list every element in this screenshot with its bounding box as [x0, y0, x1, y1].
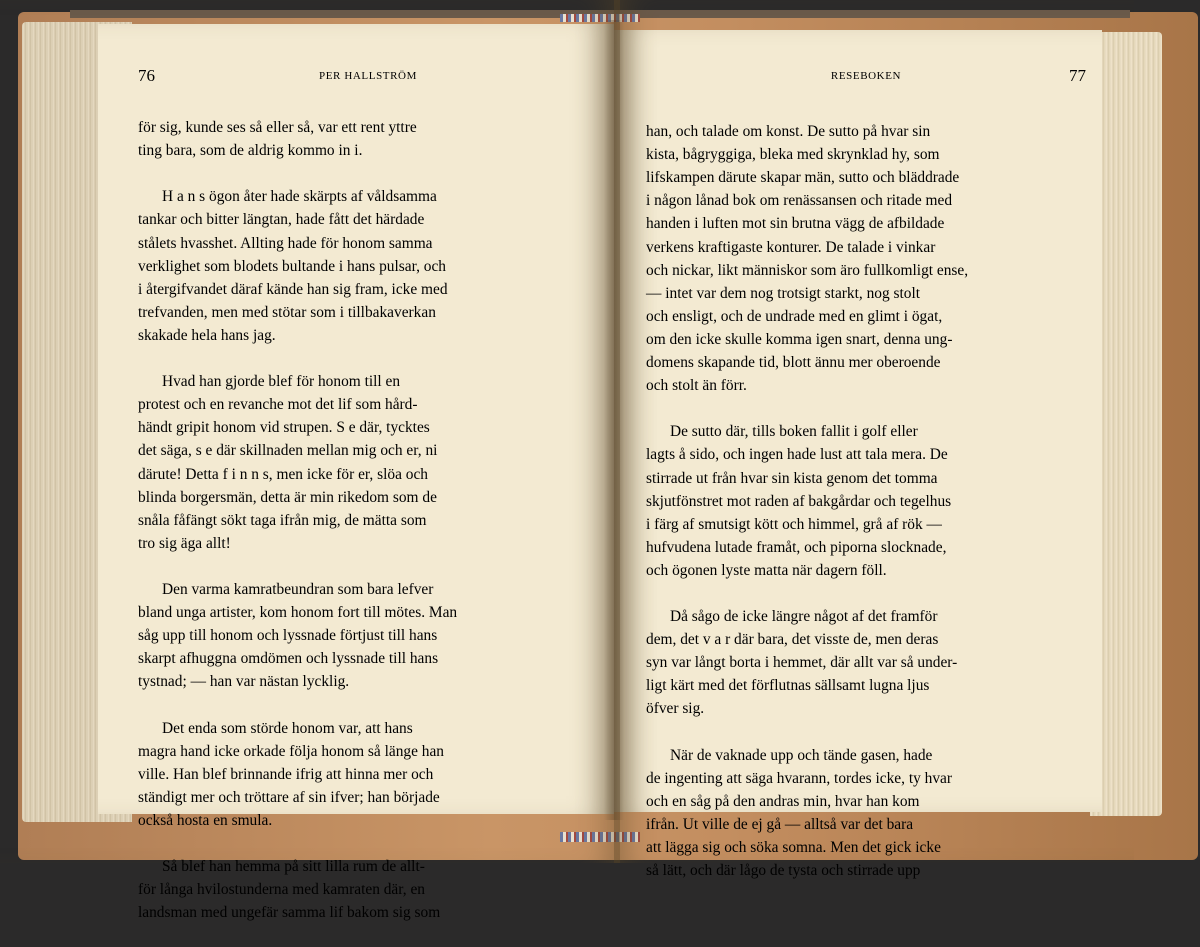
paragraph: för sig, kunde ses så eller så, var ett rent yttre ting bara, som de aldrig kommo in i.	[138, 119, 417, 160]
right-page-body	[646, 97, 1088, 905]
left-page-header	[138, 66, 598, 88]
page-number: 77	[1069, 66, 1086, 85]
running-head: RESEBOKEN	[830, 70, 902, 82]
paragraph: De sutto där, tills boken fallit i golf eller lagts å sido, och ingen hade lust att tala mera. De stirrade ut från hvar sin kista genom det tomma skjutfönstret mot raden af bakgårdar och tegelhus i färg af smutsigt kött och himmel, grå af rök — hufvudena lutade framåt, och piporna slocknade, och ögonen lyste matta när dagern föll.	[646, 423, 952, 579]
right-page-content	[614, 0, 1134, 880]
paragraph: Så blef han hemma på sitt lilla rum de allt- för långa hvilostunderna med kamraten där, en landsman med ungefär samma lif bakom sig som	[138, 858, 441, 922]
running-head: PER HALLSTRÖM	[319, 70, 417, 82]
page-number: 76	[138, 66, 155, 85]
paragraph: När de vaknade upp och tände gasen, hade de ingenting att säga hvarann, tordes icke, ty hvar och en såg på den andras min, hvar han kom ifrån. Ut ville de ej gå — alltså var det bara att lägga sig och söka somna. Men det gick icke så lätt, och där lågo de tysta och stirrade upp	[646, 746, 953, 880]
paragraph: Hvad han gjorde blef för honom till en protest och en revanche mot det lif som hård- händt gripit honom vid strupen. S e där, tycktes det säga, s e där skillnaden mellan mig och er, ni därute! Detta f i n n s, men icke för er, slöa och blinda borgersmän, detta är min rikedom som de snåla fåfängt sökt taga ifrån mig, de mätta som tro sig äga allt!	[138, 373, 438, 552]
paragraph: Den varma kamratbeundran som bara lefver bland unga artister, kom honom fort till mötes. Man såg upp till honom och lyssnade förtjust till hans skarpt afhuggna omdömen och lyssnade till hans tystnad; — han var nästan lycklig.	[138, 580, 458, 691]
book-gutter	[604, 20, 624, 820]
paragraph: Det enda som störde honom var, att hans magra hand icke orkade följa honom så länge han ville. Han blef brinnande ifrig att hinna mer och ständigt mer och tröttare af sin ifver; han började också hosta en smula.	[138, 719, 444, 829]
left-page-body	[138, 93, 598, 947]
right-page-header	[646, 66, 1086, 88]
paragraph: Då sågo de icke längre något af det framför dem, det v a r där bara, det visste de, men deras syn var långt borta i hemmet, där allt var så under- ligt kärt med det förflutnas sällsamt lugna ljus öfver sig.	[646, 608, 958, 718]
paragraph: han, och talade om konst. De sutto på hvar sin kista, bågryggiga, bleka med skrynklad hy, som lifskampen därute skapar män, sutto och bläddrade i någon lånad bok om renässansen och ritade med handen i luften mot sin brutna vägg de afbildade verkens kraftigaste konturer. De talade i vinkar och nickar, likt människor som äro fullkomligt ense, — intet var dem nog trotsigt starkt, nog stolt och ensligt, och de undrade med en glimt i ögat, om den icke skulle komma igen snart, denna ung- domens skapande tid, blott ännu mer oberoende och stolt än förr.	[646, 123, 969, 395]
paragraph: H a n s ögon åter hade skärpts af våldsamma tankar och bitter längtan, hade fått det härdade stålets hvasshet. Allting hade för honom samma verklighet som blodets bultande i hans pulsar, och i återgifvandet däraf kände han sig fram, icke med trefvanden, men med stötar som i tillbakaverkan skakade hela hans jag.	[138, 188, 448, 344]
